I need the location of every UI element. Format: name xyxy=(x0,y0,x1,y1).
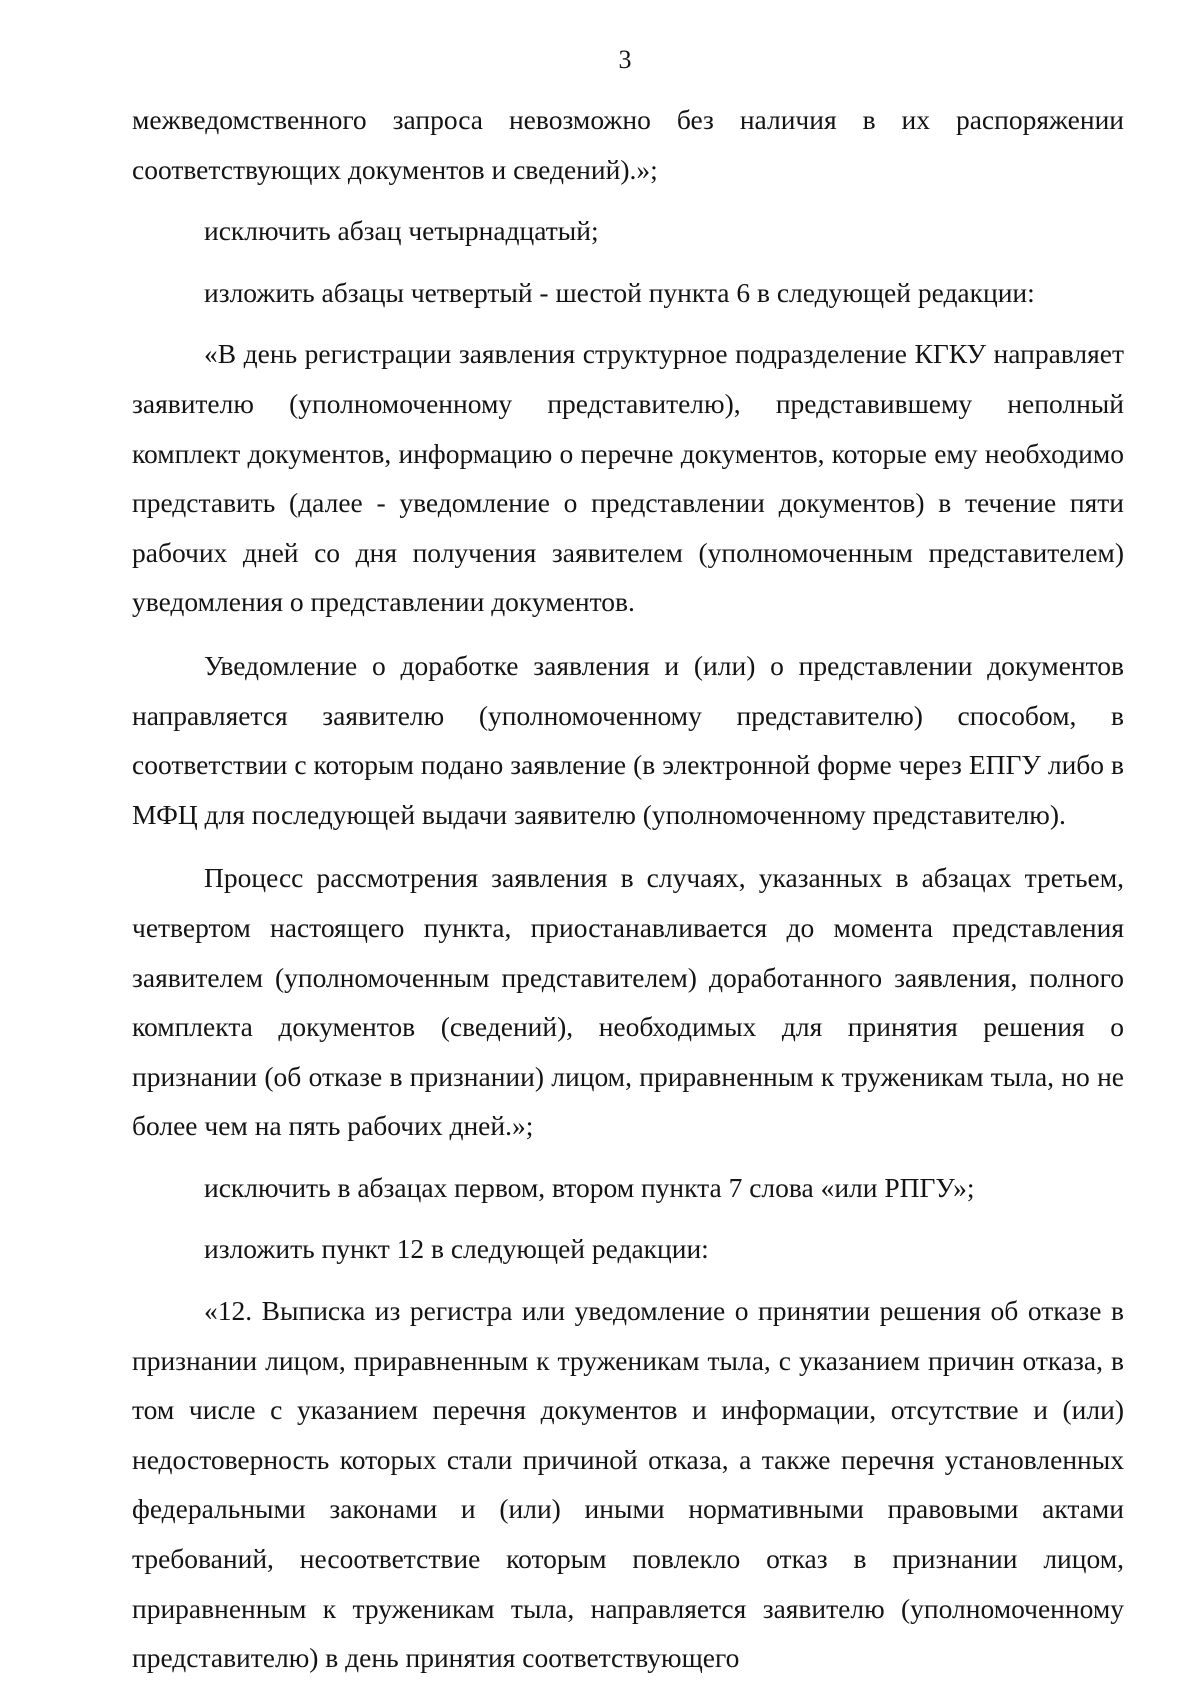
paragraph-continuation: межведомственного запроса невозможно без наличия в их распоряжении соответствующих документов и сведений).»; xyxy=(132,104,1124,185)
paragraph-amend-item-12: изложить пункт 12 в следующей редакции: xyxy=(204,1233,709,1265)
paragraph-review-process: Процесс рассмотрения заявления в случаях, указанных в абзацах третьем, четвертом настоящего пункта, приостанавливается до момента представления заявителем (уполномоченным представителем) доработанного заявления, полного комплекта документов (сведений), необходимых для принятия решения о признании (об отказе в признании) лицом, приравненным к труженикам тыла, но не более чем на пять рабочих дней.»; xyxy=(132,862,1124,1142)
paragraph-item-12-text: «12. Выписка из регистра или уведомление о принятии решения об отказе в признании лицом, приравненным к труженикам тыла, с указанием причин отказа, в том числе с указанием перечня документов и информации, отсутствие и (или) недостоверность которых стали причиной отказа, а также перечня установленных федеральными законами и (или) иными нормативными правовыми актами требований, несоответствие которым повлекло отказ в признании лицом, приравненным к труженикам тыла, направляется заявителю (уполномоченному представителю) в день принятия соответствующего xyxy=(132,1295,1124,1674)
document-body xyxy=(132,95,1124,1683)
paragraph-exclude-rpgu: исключить в абзацах первом, втором пункта 7 слова «или РПГУ»; xyxy=(204,1171,975,1203)
paragraph-registration-day: «В день регистрации заявления структурное подразделение КГКУ направляет заявителю (уполномоченному представителю), представившему неполный комплект документов, информацию о перечне документов, которые ему необходимо представить (далее - уведомление о представлении документов) в течение пяти рабочих дней со дня получения заявителем (уполномоченным представителем) уведомления о представлении документов. xyxy=(132,338,1124,618)
paragraph-exclude-fourteenth: исключить абзац четырнадцатый; xyxy=(204,215,599,247)
paragraph-amend-item-6: изложить абзацы четвертый - шестой пункта 6 в следующей редакции: xyxy=(204,276,1035,308)
page-number: 3 xyxy=(618,45,632,74)
paragraph-notification: Уведомление о доработке заявления и (или) о представлении документов направляется заявителю (уполномоченному представителю) способом, в соответствии с которым подано заявление (в электронной форме через ЕПГУ либо в МФЦ для последующей выдачи заявителю (уполномоченному представителю). xyxy=(132,649,1124,830)
